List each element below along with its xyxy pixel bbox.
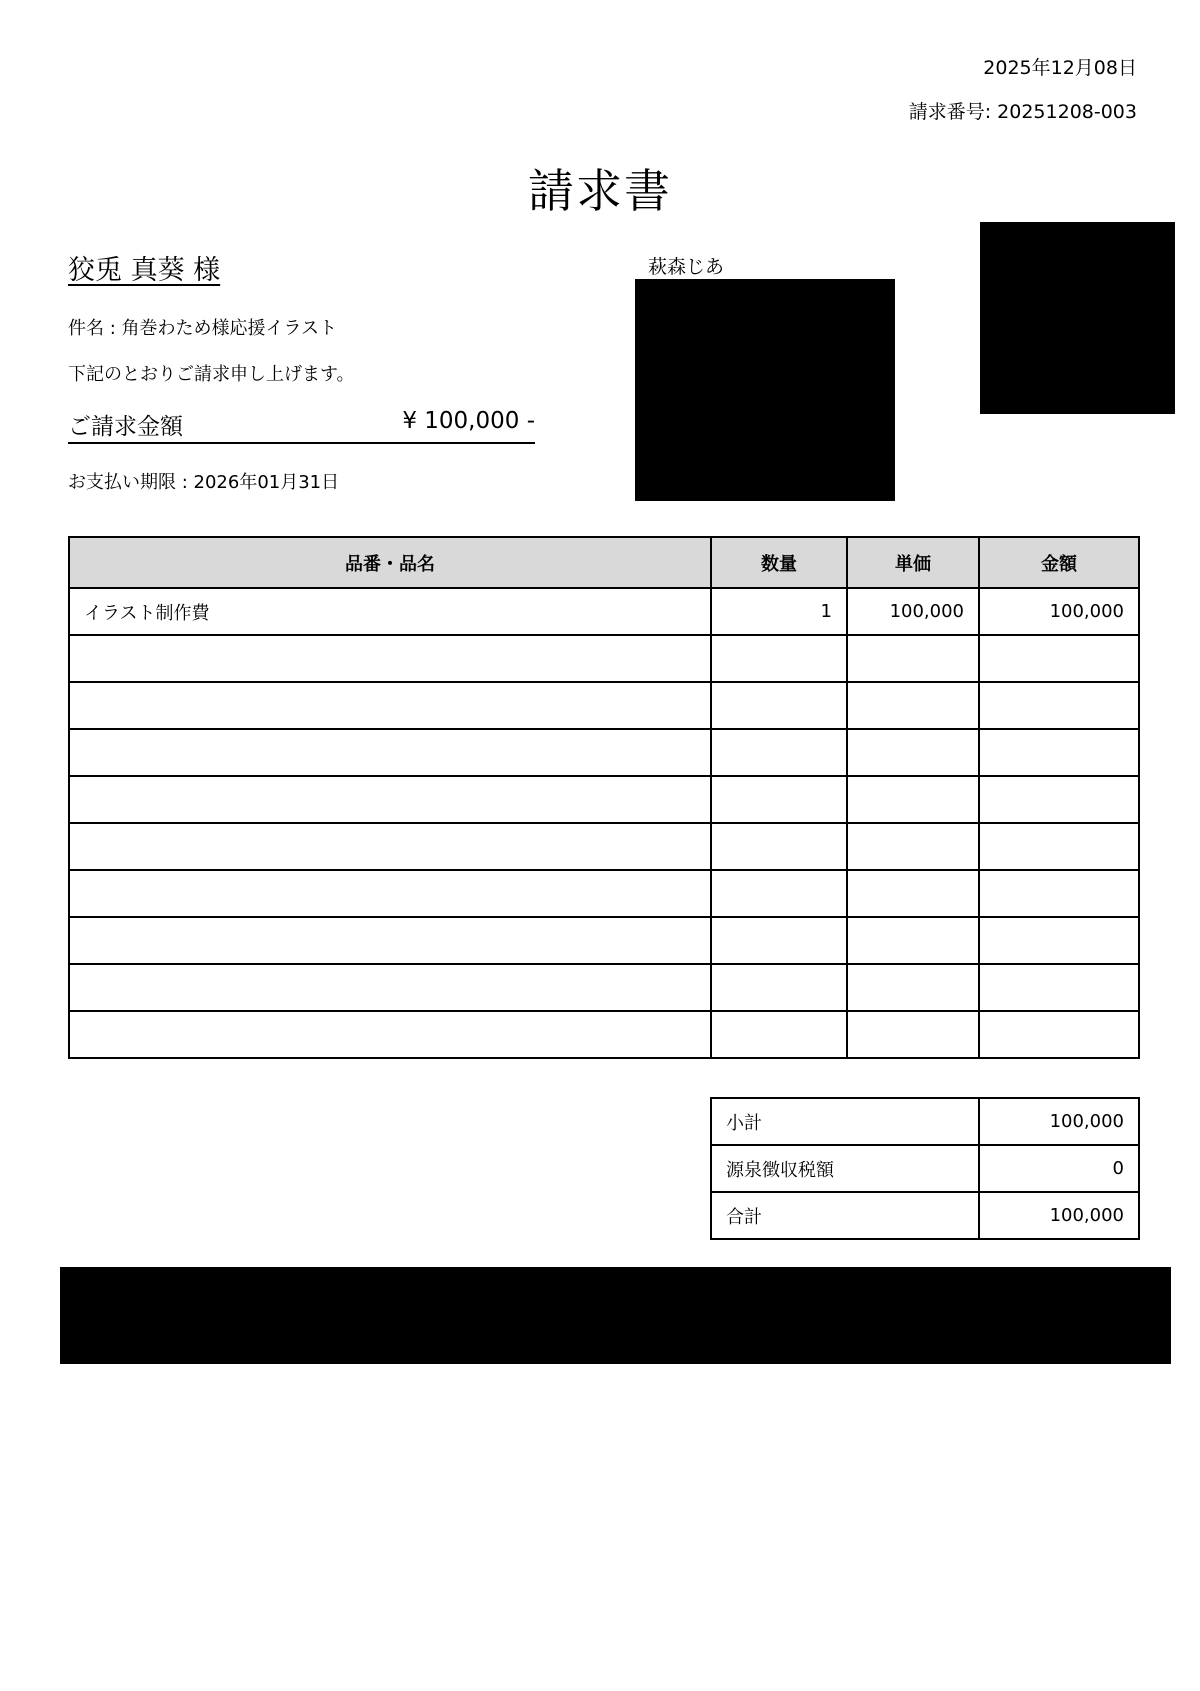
withholding-tax-label: 源泉徴収税額 bbox=[711, 1145, 979, 1192]
redacted-payment-details bbox=[60, 1267, 1171, 1364]
totals-table bbox=[710, 1097, 1140, 1240]
amount-cell bbox=[979, 635, 1139, 682]
unit-price-cell bbox=[847, 1011, 979, 1058]
item-name-cell bbox=[69, 964, 711, 1011]
table-row bbox=[69, 588, 1139, 635]
quantity-cell bbox=[711, 917, 847, 964]
table-row bbox=[69, 823, 1139, 870]
amount-cell bbox=[979, 729, 1139, 776]
amount-cell bbox=[979, 1011, 1139, 1058]
issuer-name: 萩森じあ bbox=[648, 256, 725, 278]
item-name-cell bbox=[69, 823, 711, 870]
quantity-cell bbox=[711, 964, 847, 1011]
quantity-cell bbox=[711, 870, 847, 917]
amount-cell bbox=[979, 870, 1139, 917]
subtotal-row bbox=[711, 1098, 1139, 1145]
line-items-table bbox=[68, 536, 1140, 1059]
item-name-cell bbox=[69, 1011, 711, 1058]
column-header-amount: 金額 bbox=[979, 537, 1139, 588]
amount-cell bbox=[979, 682, 1139, 729]
document-title: 請求書 bbox=[528, 164, 672, 218]
quantity-cell bbox=[711, 635, 847, 682]
redacted-issuer-info bbox=[635, 279, 895, 501]
table-row bbox=[69, 776, 1139, 823]
quantity-cell bbox=[711, 1011, 847, 1058]
amount-cell bbox=[979, 917, 1139, 964]
column-header-item: 品番・品名 bbox=[69, 537, 711, 588]
item-name-cell bbox=[69, 776, 711, 823]
item-name-cell bbox=[69, 635, 711, 682]
quantity-cell: 1 bbox=[711, 588, 847, 635]
table-row bbox=[69, 1011, 1139, 1058]
invoice-subject: 件名 : 角巻わため様応援イラスト bbox=[68, 318, 337, 339]
amount-cell bbox=[979, 964, 1139, 1011]
quantity-cell bbox=[711, 682, 847, 729]
total-row bbox=[711, 1192, 1139, 1239]
issue-date: 2025年12月08日 bbox=[983, 57, 1137, 79]
table-row bbox=[69, 682, 1139, 729]
unit-price-cell bbox=[847, 776, 979, 823]
unit-price-cell bbox=[847, 635, 979, 682]
invoice-number: 請求番号: 20251208-003 bbox=[908, 101, 1137, 123]
billing-amount-row bbox=[68, 408, 535, 444]
unit-price-cell bbox=[847, 870, 979, 917]
billing-amount-label: ご請求金額 bbox=[68, 414, 183, 440]
redacted-seal bbox=[980, 222, 1175, 414]
item-name-cell: イラスト制作費 bbox=[69, 588, 711, 635]
table-row bbox=[69, 964, 1139, 1011]
item-name-cell bbox=[69, 729, 711, 776]
table-row bbox=[69, 917, 1139, 964]
unit-price-cell bbox=[847, 682, 979, 729]
amount-cell bbox=[979, 776, 1139, 823]
total-value: 100,000 bbox=[979, 1192, 1139, 1239]
unit-price-cell bbox=[847, 729, 979, 776]
quantity-cell bbox=[711, 823, 847, 870]
item-name-cell bbox=[69, 917, 711, 964]
unit-price-cell bbox=[847, 917, 979, 964]
payment-due-date: お支払い期限 : 2026年01月31日 bbox=[68, 472, 340, 493]
subtotal-value: 100,000 bbox=[979, 1098, 1139, 1145]
amount-cell bbox=[979, 823, 1139, 870]
item-name-cell bbox=[69, 870, 711, 917]
amount-cell: 100,000 bbox=[979, 588, 1139, 635]
unit-price-cell bbox=[847, 823, 979, 870]
column-header-unit-price: 単価 bbox=[847, 537, 979, 588]
column-header-quantity: 数量 bbox=[711, 537, 847, 588]
unit-price-cell: 100,000 bbox=[847, 588, 979, 635]
recipient-name: 狡兎 真葵 様 bbox=[68, 255, 221, 286]
withholding-tax-value: 0 bbox=[979, 1145, 1139, 1192]
invoice-intro-text: 下記のとおりご請求申し上げます。 bbox=[68, 364, 355, 385]
total-label: 合計 bbox=[711, 1192, 979, 1239]
table-row bbox=[69, 729, 1139, 776]
table-header-row bbox=[69, 537, 1139, 588]
table-row bbox=[69, 870, 1139, 917]
item-name-cell bbox=[69, 682, 711, 729]
withholding-tax-row bbox=[711, 1145, 1139, 1192]
billing-amount-value: ¥ 100,000 - bbox=[402, 408, 535, 434]
subtotal-label: 小計 bbox=[711, 1098, 979, 1145]
table-row bbox=[69, 635, 1139, 682]
quantity-cell bbox=[711, 729, 847, 776]
unit-price-cell bbox=[847, 964, 979, 1011]
quantity-cell bbox=[711, 776, 847, 823]
